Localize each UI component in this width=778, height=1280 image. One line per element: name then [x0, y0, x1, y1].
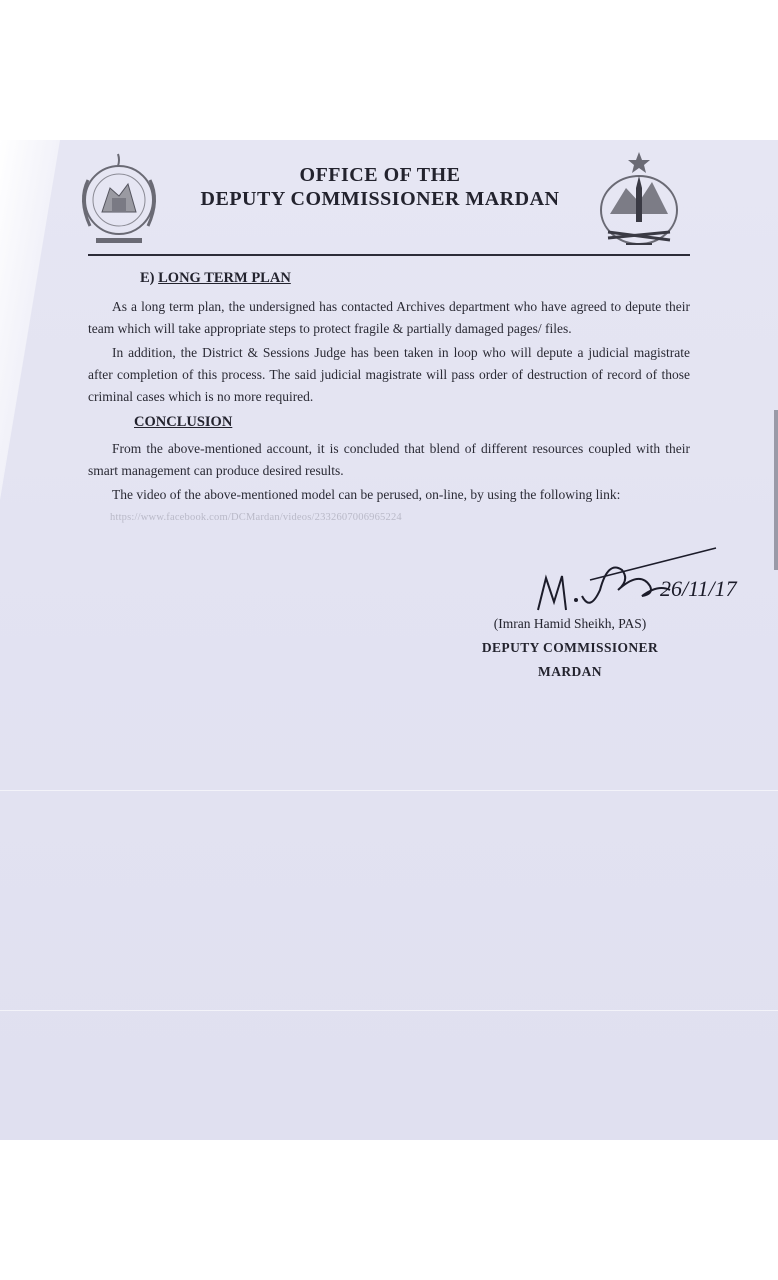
- conclusion-paragraph-1: From the above-mentioned account, it is concluded that blend of different resources coupled with their smart management can produce desired results.: [88, 441, 690, 478]
- long-term-plan-paragraph-1: As a long term plan, the undersigned has contacted Archives department who have agreed to depute their team which will take appropriate steps to protect fragile & partially damaged pages/ files.: [88, 299, 690, 336]
- office-title-line1: OFFICE OF THE: [299, 164, 461, 186]
- page-fold: [0, 1010, 778, 1011]
- signatory-city: MARDAN: [538, 664, 602, 679]
- signatory-name: (Imran Hamid Sheikh, PAS): [493, 616, 647, 631]
- conclusion-paragraph-2: The video of the above-mentioned model can be perused, on-line, by using the following link:: [112, 487, 621, 502]
- signature-date: 26/11/17: [660, 576, 737, 601]
- provincial-emblem-icon: [596, 148, 682, 252]
- office-title-line2: DEPUTY COMMISSIONER MARDAN: [200, 188, 560, 210]
- section-e-title: LONG TERM PLAN: [158, 270, 291, 286]
- video-link[interactable]: https://www.facebook.com/DCMardan/videos/2332607006965224: [110, 512, 402, 523]
- page-edge-mark: [774, 410, 778, 570]
- section-e-number: E): [140, 270, 155, 286]
- signatory-title: DEPUTY COMMISSIONER: [481, 640, 659, 655]
- conclusion-title: CONCLUSION: [134, 414, 233, 430]
- document-page: [0, 140, 778, 1140]
- district-emblem-icon: [74, 150, 164, 250]
- header-divider: [88, 254, 690, 256]
- section-e-heading: [140, 270, 291, 287]
- conclusion-heading: [134, 414, 232, 431]
- page-curl-shadow: [0, 140, 60, 500]
- long-term-plan-paragraph-2: In addition, the District & Sessions Judge has been taken in loop who will depute a judicial magistrate after completion of this process. The said judicial magistrate will pass order of destruction of record of those criminal cases which is no more required.: [88, 345, 690, 404]
- page-fold: [0, 790, 778, 791]
